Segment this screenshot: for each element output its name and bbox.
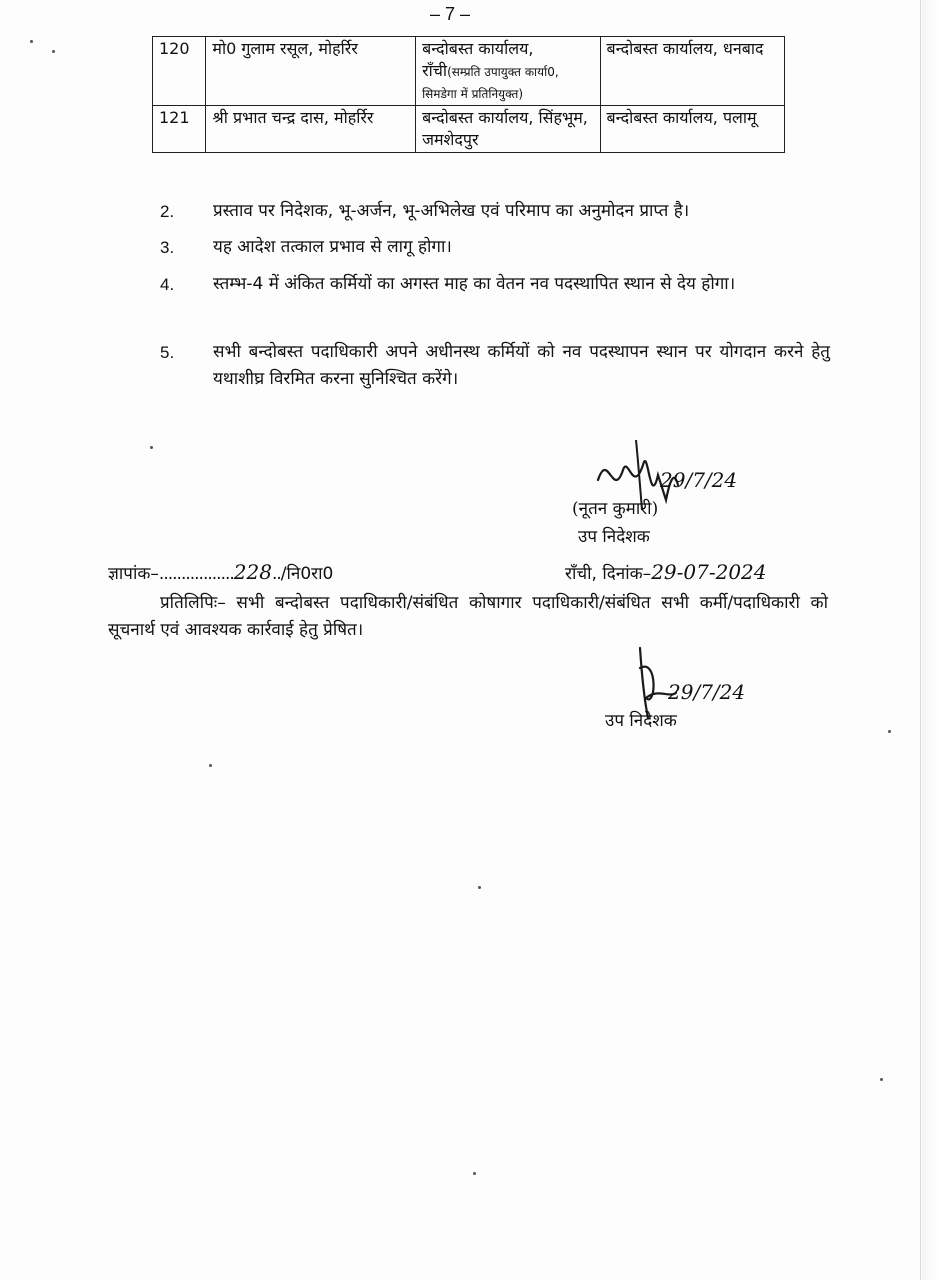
- speck: [209, 764, 212, 767]
- from-office-note: (सम्प्रति उपायुक्त कार्या0, सिमडेगा में प्रतिनियुक्त): [422, 65, 559, 101]
- point-5: [160, 339, 830, 393]
- page-number: – 7 –: [430, 4, 471, 24]
- from-office-main: बन्दोबस्त कार्यालय, सिंहभूम, जमशेदपुर: [422, 108, 588, 149]
- signature-1-date: 29/7/24: [660, 468, 738, 492]
- table-row: [153, 37, 785, 106]
- table-row: [153, 106, 785, 153]
- point-2: [160, 198, 830, 225]
- point-number: 2.: [160, 202, 175, 221]
- point-text: सभी बन्दोबस्त पदाधिकारी अपने अधीनस्थ कर्मियों को नव पदस्थापन स्थान पर योगदान करने हेतु यथाशीघ्र विरमित करना सुनिश्चित करेंगे।: [213, 342, 830, 389]
- point-text: यह आदेश तत्काल प्रभाव से लागू होगा।: [213, 237, 452, 257]
- speck: [30, 40, 33, 43]
- signature-2-date: 29/7/24: [668, 680, 746, 704]
- point-3: [160, 234, 830, 261]
- speck: [880, 1078, 883, 1081]
- copy-text: सभी बन्दोबस्त पदाधिकारी/संबंधित कोषागार पदाधिकारी/संबंधित सभी कर्मी/पदाधिकारी को सूचनार्थ एवं आवश्यक कार्रवाई हेतु प्रेषित।: [108, 593, 828, 640]
- from-office: [416, 37, 600, 106]
- place-date-line: [565, 560, 767, 584]
- memo-label: ज्ञापांक–: [108, 564, 159, 584]
- point-4: [160, 271, 830, 298]
- page-edge: [922, 0, 939, 1280]
- speck: [52, 50, 55, 53]
- to-office: बन्दोबस्त कार्यालय, धनबाद: [600, 37, 784, 106]
- copy-paragraph: [108, 590, 828, 644]
- memo-dots: ..: [271, 564, 281, 584]
- from-office-main: बन्दोबस्त कार्यालय, राँची: [422, 39, 534, 80]
- serial-number: 121: [153, 106, 206, 153]
- copy-label: प्रतिलिपिः–: [160, 593, 226, 613]
- serial-number: 120: [153, 37, 206, 106]
- speck: [150, 446, 153, 449]
- memo-suffix: /नि0रा0: [280, 564, 334, 584]
- speck: [888, 730, 891, 733]
- from-office: [416, 106, 600, 153]
- employee-name: मो0 गुलाम रसूल, मोहर्रिर: [206, 37, 416, 106]
- speck: [473, 1172, 476, 1175]
- employee-name: श्री प्रभात चन्द्र दास, मोहर्रिर: [206, 106, 416, 153]
- signatory-name: (नूतन कुमारी): [572, 499, 659, 519]
- memo-line: [108, 560, 333, 584]
- signatory-2-designation: उप निदेशक: [605, 711, 677, 731]
- point-number: 4.: [160, 275, 175, 294]
- to-office: बन्दोबस्त कार्यालय, पलामू: [600, 106, 784, 153]
- memo-dots: .................: [158, 564, 234, 584]
- transfer-table: [152, 36, 785, 153]
- place-date-label: राँची, दिनांक–: [565, 564, 652, 584]
- speck: [478, 886, 481, 889]
- copy-block: [108, 590, 828, 644]
- point-text: स्तम्भ-4 में अंकित कर्मियों का अगस्त माह का वेतन नव पदस्थापित स्थान से देय होगा।: [213, 274, 736, 294]
- point-text: प्रस्ताव पर निदेशक, भू-अर्जन, भू-अभिलेख एवं परिमाप का अनुमोदन प्राप्त है।: [213, 201, 690, 221]
- point-number: 3.: [160, 238, 175, 257]
- point-number: 5.: [160, 343, 175, 362]
- memo-date: 29-07-2024: [651, 560, 767, 584]
- memo-number: 228: [233, 560, 272, 584]
- signatory-designation: उप निदेशक: [578, 527, 650, 547]
